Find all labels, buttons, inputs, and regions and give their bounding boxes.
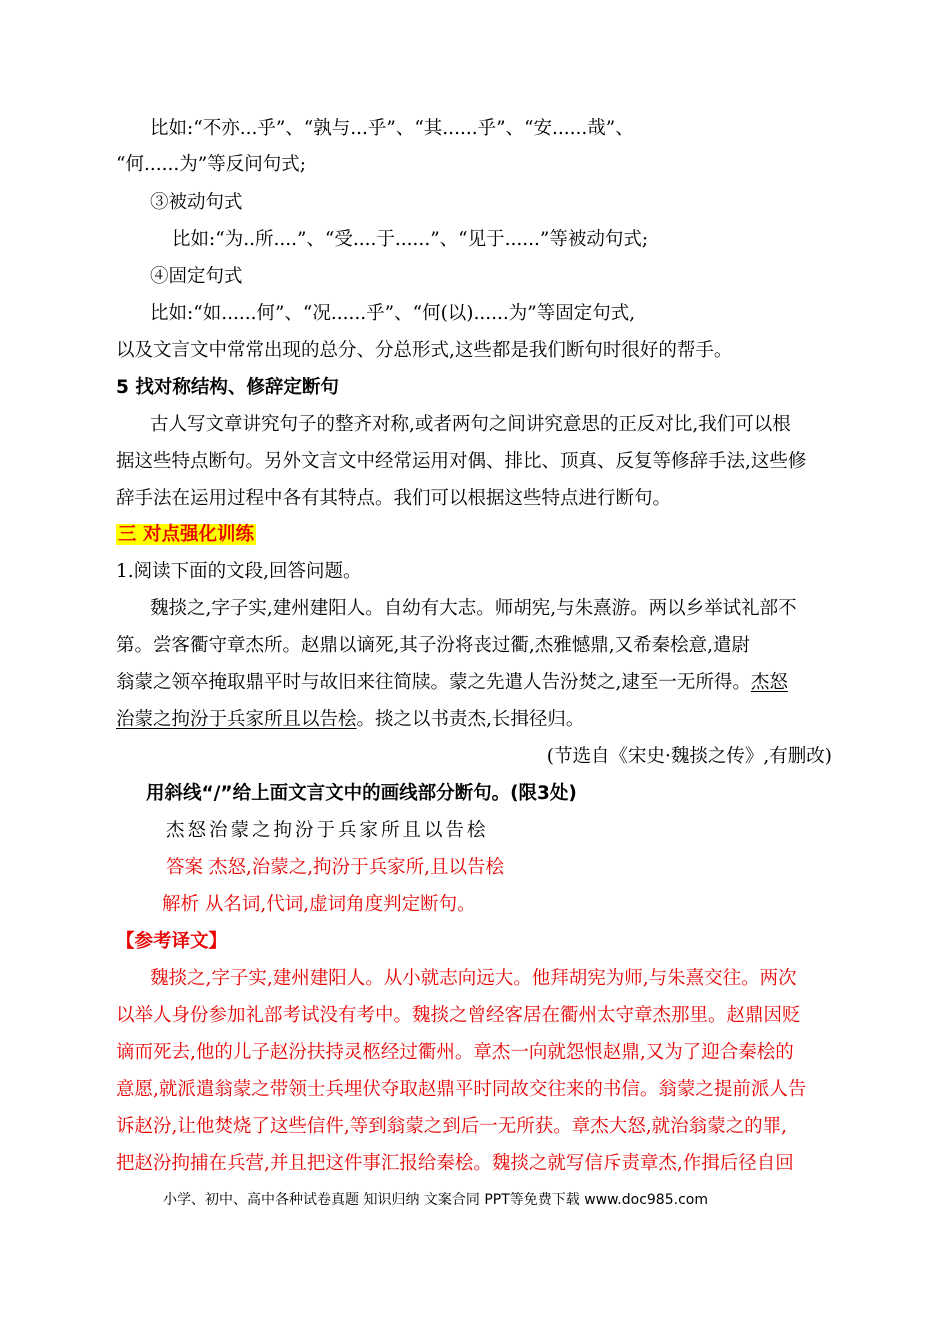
translation-heading: 【参考译文】 (116, 931, 228, 952)
text-line: 比如:“不亦...乎”、“孰与...乎”、“其......乎”、“安......哉”、 (150, 118, 634, 139)
translation-line: 诉赵汾,让他焚烧了这些信件,等到翁蒙之到后一无所获。章杰大怒,就治翁蒙之的罪, (116, 1116, 788, 1137)
answer-line: 答案 杰怒,治蒙之,拘汾于兵家所,且以告桧 (166, 857, 505, 878)
text-line: 以及文言文中常常出现的总分、分总形式,这些都是我们断句时很好的帮手。 (116, 340, 733, 361)
page-footer: 小学、初中、高中各种试卷真题 知识归纳 文案合同 PPT等免费下载 www.doc985.com (163, 1192, 708, 1208)
underlined-text: 治蒙之拘汾于兵家所且以告桧 (116, 709, 357, 730)
passage-line (116, 670, 788, 696)
highlighted-heading (116, 522, 256, 548)
highlight-text: 三 对点强化训练 (118, 524, 254, 545)
translation-line: 以举人身份参加礼部考试没有考中。魏掞之曾经客居在衢州太守章杰那里。赵鼎因贬 (116, 1005, 801, 1026)
underlined-text: 杰怒 (750, 672, 788, 693)
text-line: 辞手法在运用过程中各有其特点。我们可以根据这些特点进行断句。 (116, 488, 672, 509)
text-line: 比如:“如......何”、“况......乎”、“何(以)......为”等固定句式, (150, 303, 636, 324)
passage-line: 魏掞之,字子实,建州建阳人。自幼有大志。师胡宪,与朱熹游。两以乡举试礼部不 (150, 598, 797, 619)
translation-line: 魏掞之,字子实,建州建阳人。从小就志向远大。他拜胡宪为师,与朱熹交往。两次 (150, 968, 797, 989)
passage-line (116, 707, 584, 733)
text-line: 比如:“为..所....”、“受....于......”、“见于......”等被动句式; (172, 229, 649, 250)
translation-line: 谪而死去,他的儿子赵汾扶持灵柩经过衢州。章杰一向就怨恨赵鼎,又为了迎合秦桧的 (116, 1042, 794, 1063)
passage-text: 。掞之以书责杰,长揖径归。 (356, 709, 585, 730)
text-line: 古人写文章讲究句子的整齐对称,或者两句之间讲究意思的正反对比,我们可以根 (150, 414, 791, 435)
passage-line: 第。尝客衢守章杰所。赵鼎以谪死,其子汾将丧过衢,杰雅憾鼎,又希秦桧意,遣尉 (116, 635, 751, 656)
translation-line: 把赵汾拘捕在兵营,并且把这件事汇报给秦桧。魏掞之就写信斥责章杰,作揖后径自回 (116, 1153, 794, 1174)
text-line: “何......为”等反问句式; (116, 154, 306, 175)
text-line: ④固定句式 (150, 266, 243, 287)
text-line: ③被动句式 (150, 192, 243, 213)
question-line: 1.阅读下面的文段,回答问题。 (116, 561, 362, 582)
question-prompt: 用斜线“/”给上面文言文中的画线部分断句。(限3处) (146, 783, 577, 804)
analysis-line: 解析 从名词,代词,虚词角度判定断句。 (162, 894, 476, 915)
exercise-text: 杰怒治蒙之拘汾于兵家所且以告桧 (166, 820, 489, 841)
translation-line: 意愿,就派遣翁蒙之带领士兵埋伏夺取赵鼎平时同故交往来的书信。翁蒙之提前派人告 (116, 1079, 807, 1100)
text-line: 据这些特点断句。另外文言文中经常运用对偶、排比、顶真、反复等修辞手法,这些修 (116, 451, 807, 472)
source-citation: (节选自《宋史·魏掞之传》,有删改) (546, 746, 832, 767)
passage-text: 翁蒙之领卒掩取鼎平时与故旧来往简牍。蒙之先遣人告汾焚之,逮至一无所得。 (116, 672, 751, 693)
section-heading: 5 找对称结构、修辞定断句 (116, 377, 339, 398)
